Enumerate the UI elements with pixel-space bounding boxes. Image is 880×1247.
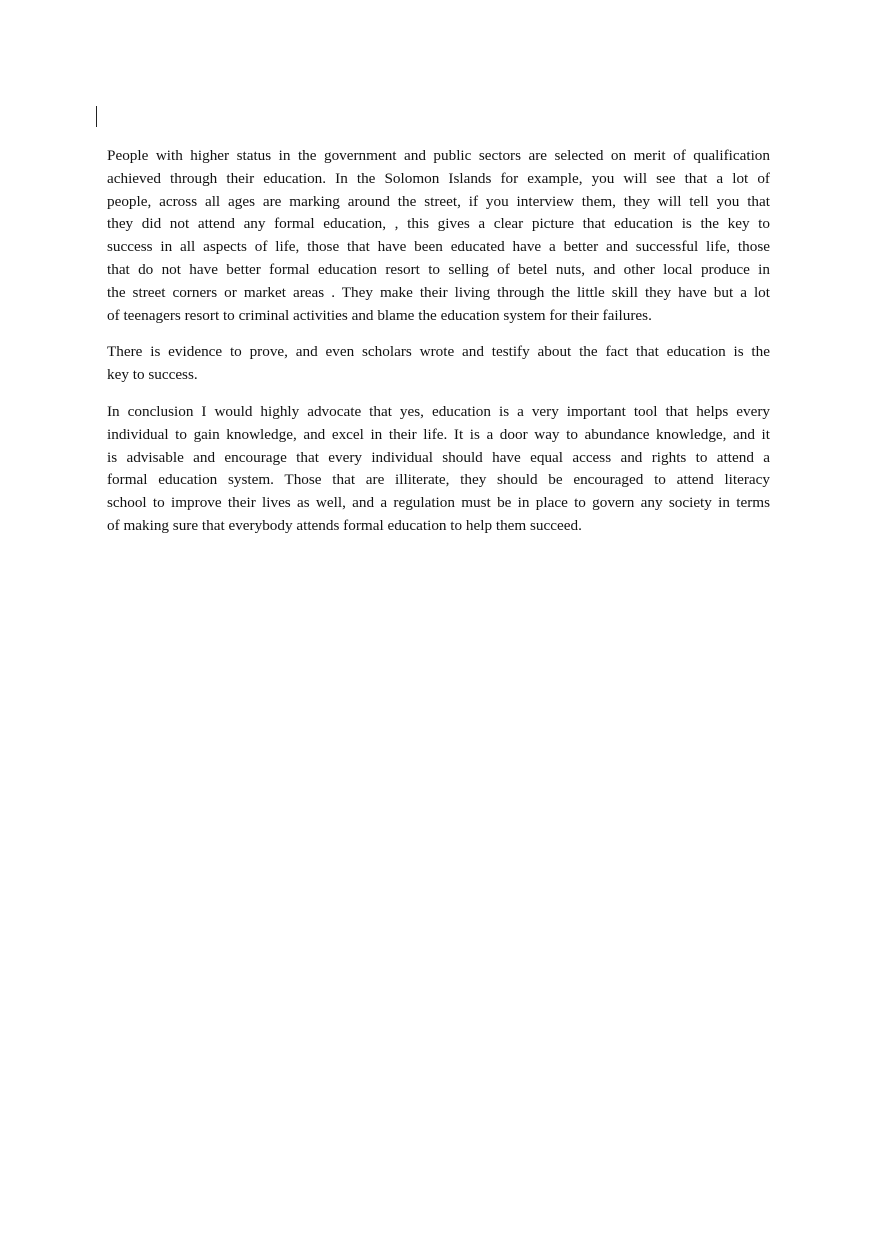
paragraph-line: of teenagers resort to criminal activities and blame the education system for their failures.	[107, 306, 652, 324]
paragraph-line: There is evidence to prove, and even scholars wrote and testify about the fact that education is the	[107, 343, 770, 361]
paragraph-line: success in all aspects of life, those that have been educated have a better and successful life, those	[107, 238, 770, 256]
paragraph-line: people, across all ages are marking around the street, if you interview them, they will tell you that	[107, 192, 770, 210]
paragraph-conclusion	[107, 401, 770, 538]
paragraph-line: school to improve their lives as well, and a regulation must be in place to govern any society in terms	[107, 494, 770, 512]
paragraph-line: In conclusion I would highly advocate that yes, education is a very important tool that helps every	[107, 402, 770, 420]
paragraph-line: key to success.	[107, 366, 198, 384]
paragraph-line: individual to gain knowledge, and excel in their life. It is a door way to abundance knowledge, and it	[107, 425, 770, 443]
paragraph-line: achieved through their education. In the Solomon Islands for example, you will see that a lot of	[107, 169, 770, 187]
text-cursor	[96, 106, 97, 127]
paragraph-line: formal education system. Those that are illiterate, they should be encouraged to attend literacy	[107, 471, 770, 489]
paragraph-line: they did not attend any formal education, , this gives a clear picture that education is the key to	[107, 215, 770, 233]
paragraph-line: that do not have better formal education resort to selling of betel nuts, and other local produce in	[107, 260, 770, 278]
paragraph-education-status	[107, 145, 770, 327]
document-body	[107, 145, 770, 552]
paragraph-evidence	[107, 341, 770, 387]
paragraph-line: People with higher status in the government and public sectors are selected on merit of qualification	[107, 147, 770, 164]
paragraph-line: is advisable and encourage that every individual should have equal access and rights to attend a	[107, 448, 770, 466]
paragraph-line: the street corners or market areas . They make their living through the little skill they have but a lot	[107, 283, 770, 301]
paragraph-line: of making sure that everybody attends formal education to help them succeed.	[107, 516, 582, 534]
